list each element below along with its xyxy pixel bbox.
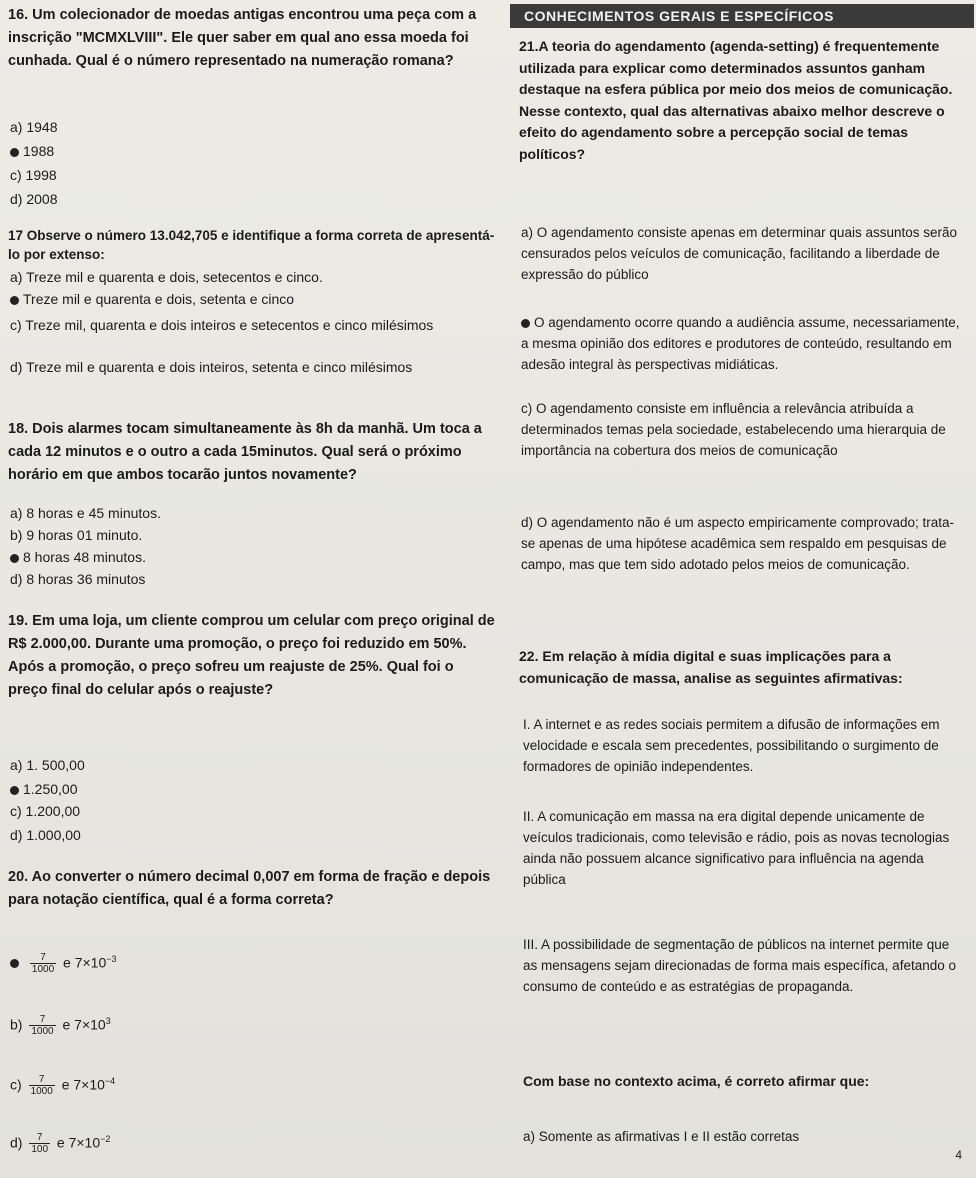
q18-option-a[interactable]: a) 8 horas e 45 minutos. bbox=[10, 505, 161, 521]
question-21-stem: 21.A teoria do agendamento (agenda-setting) é frequentemente utilizada para explicar como determinados assuntos ganham destaque na esfera pública por meio dos meios de comunicação. Nesse contexto, qual das alternativas abaixo melhor descreve o efeito do agendamento sobre a percepção social de temas políticos? bbox=[519, 38, 953, 162]
q21-option-d[interactable]: d) O agendamento não é um aspecto empiricamente comprovado; trata-se apenas de uma hipótese acadêmica sem respaldo em pesquisas de campo, mas que tem sido adotado pelos meios de comunicação. bbox=[521, 515, 954, 572]
marked-answer-icon bbox=[10, 959, 19, 968]
q19-option-c[interactable]: c) 1.200,00 bbox=[10, 803, 81, 819]
page-number: 4 bbox=[955, 1148, 962, 1162]
fraction: $\frac{7}{1000}$ bbox=[31, 1014, 54, 1038]
q22-statement-2: II. A comunicação em massa na era digital depende unicamente de veículos tradicionais, como televisão e rádio, pois as novas tecnologias ainda não possuem alcance significativo para influência na agenda pública bbox=[523, 809, 950, 887]
marked-answer-icon bbox=[10, 296, 19, 305]
fraction: $\frac{7}{100}$ bbox=[31, 1132, 49, 1156]
section-header: CONHECIMENTOS GERAIS E ESPECÍFICOS bbox=[510, 4, 974, 28]
q18-option-b[interactable]: b) 9 horas 01 minuto. bbox=[10, 527, 143, 543]
question-16-stem: 16. Um colecionador de moedas antigas encontrou uma peça com a inscrição "MCMXLVIII". Ele quer saber em qual ano essa moeda foi cunhada. Qual é o número representado na numeração romana? bbox=[8, 7, 477, 69]
q21-option-b-label: O agendamento ocorre quando a audiência assume, necessariamente, a mesma opinião dos editores e produtores de conteúdo, resultando em adesão integral às perspectivas midiáticas. bbox=[521, 315, 960, 372]
question-22 bbox=[519, 646, 967, 689]
q18-option-c-label: 8 horas 48 minutos. bbox=[23, 549, 146, 565]
q22-statement-1: I. A internet e as redes sociais permitem a difusão de informações em velocidade e escala sem precedentes, possibilitando o surgimento de formadores de opinião independentes. bbox=[523, 717, 940, 774]
q17-option-b[interactable] bbox=[10, 288, 496, 310]
q20-option-a[interactable]: $\frac{7}{1000}$ e $7\times 10^{-3}$ bbox=[10, 948, 117, 975]
marked-answer-icon bbox=[10, 554, 19, 563]
question-19-stem: 19. Em uma loja, um cliente comprou um celular com preço original de R$ 2.000,00. Durante uma promoção, o preço foi reduzido em 50%. Após a promoção, o preço sofreu um reajuste de 25%. Qual foi o preço final do celular após o reajuste? bbox=[8, 613, 495, 698]
question-20-stem: 20. Ao converter o número decimal 0,007 em forma de fração e depois para notação científica, qual é a forma correta? bbox=[8, 869, 491, 908]
question-18-stem: 18. Dois alarmes tocam simultaneamente às 8h da manhã. Um toca a cada 12 minutos e o outro a cada 15minutos. Qual será o próximo horário em que ambos tocarão juntos novamente? bbox=[8, 421, 482, 483]
q17-option-a[interactable]: a) Treze mil e quarenta e dois, setecentos e cinco. bbox=[10, 269, 323, 285]
q21-option-a[interactable]: a) O agendamento consiste apenas em determinar quais assuntos serão censurados pelos veículos de comunicação, facilitando a liberdade de expressão do público bbox=[521, 225, 958, 282]
q22-statement-3: III. A possibilidade de segmentação de públicos na internet permite que as mensagens sejam direcionadas de forma mais específica, afetando o consumo de conteúdo e as estratégias de propaganda. bbox=[523, 937, 956, 994]
marked-answer-icon bbox=[521, 319, 530, 328]
q20-option-d[interactable]: d) $\frac{7}{100}$ e $7\times 10^{-2}$ bbox=[10, 1132, 111, 1156]
q16-option-d[interactable]: d) 2008 bbox=[10, 191, 58, 207]
marked-answer-icon bbox=[10, 148, 19, 157]
fraction: $\frac{7}{1000}$ bbox=[30, 1074, 53, 1098]
q17-option-b-label: Treze mil e quarenta e dois, setenta e cinco bbox=[23, 291, 295, 307]
question-16 bbox=[8, 4, 496, 73]
q16-option-c[interactable]: c) 1998 bbox=[10, 167, 57, 183]
q20-option-c[interactable]: c) $\frac{7}{1000}$ e $7\times 10^{-4}$ bbox=[10, 1074, 116, 1098]
q22-option-a[interactable]: a) Somente as afirmativas I e II estão corretas bbox=[523, 1129, 800, 1144]
q19-option-b-label: 1.250,00 bbox=[23, 781, 78, 797]
q16-option-a[interactable]: a) 1948 bbox=[10, 119, 58, 135]
question-18 bbox=[8, 418, 496, 487]
q16-option-b[interactable] bbox=[10, 140, 54, 162]
q19-option-a[interactable]: a) 1. 500,00 bbox=[10, 757, 85, 773]
q19-option-b[interactable] bbox=[10, 778, 78, 800]
q20-option-b[interactable]: b) $\frac{7}{1000}$ e $7\times 10^3$ bbox=[10, 1014, 111, 1038]
question-21 bbox=[519, 36, 967, 165]
marked-answer-icon bbox=[10, 786, 19, 795]
q18-option-d[interactable]: d) 8 horas 36 minutos bbox=[10, 571, 146, 587]
q17-option-c[interactable]: c) Treze mil, quarenta e dois inteiros e setecentos e cinco milésimos bbox=[10, 317, 434, 333]
q18-option-c[interactable] bbox=[10, 546, 146, 568]
fraction: $\frac{7}{1000}$ bbox=[31, 952, 55, 976]
question-17-stem: 17 Observe o número 13.042,705 e identifique a forma correta de apresentá-lo por extenso: bbox=[8, 228, 495, 262]
question-20 bbox=[8, 866, 496, 912]
q16-option-b-label: 1988 bbox=[23, 143, 55, 159]
q17-option-d[interactable]: d) Treze mil e quarenta e dois inteiros, setenta e cinco milésimos bbox=[10, 359, 413, 375]
question-19 bbox=[8, 610, 496, 702]
question-17 bbox=[8, 226, 496, 264]
q21-option-b[interactable] bbox=[521, 312, 965, 375]
q19-option-d[interactable]: d) 1.000,00 bbox=[10, 827, 81, 843]
question-22-stem: 22. Em relação à mídia digital e suas implicações para a comunicação de massa, analise as seguintes afirmativas: bbox=[519, 648, 903, 686]
q22-question: Com base no contexto acima, é correto afirmar que: bbox=[523, 1073, 870, 1089]
q21-option-c[interactable]: c) O agendamento consiste em influência a relevância atribuída a determinados temas pela sociedade, estabelecendo uma hierarquia de importância na cobertura dos meios de comunicação bbox=[521, 401, 946, 458]
